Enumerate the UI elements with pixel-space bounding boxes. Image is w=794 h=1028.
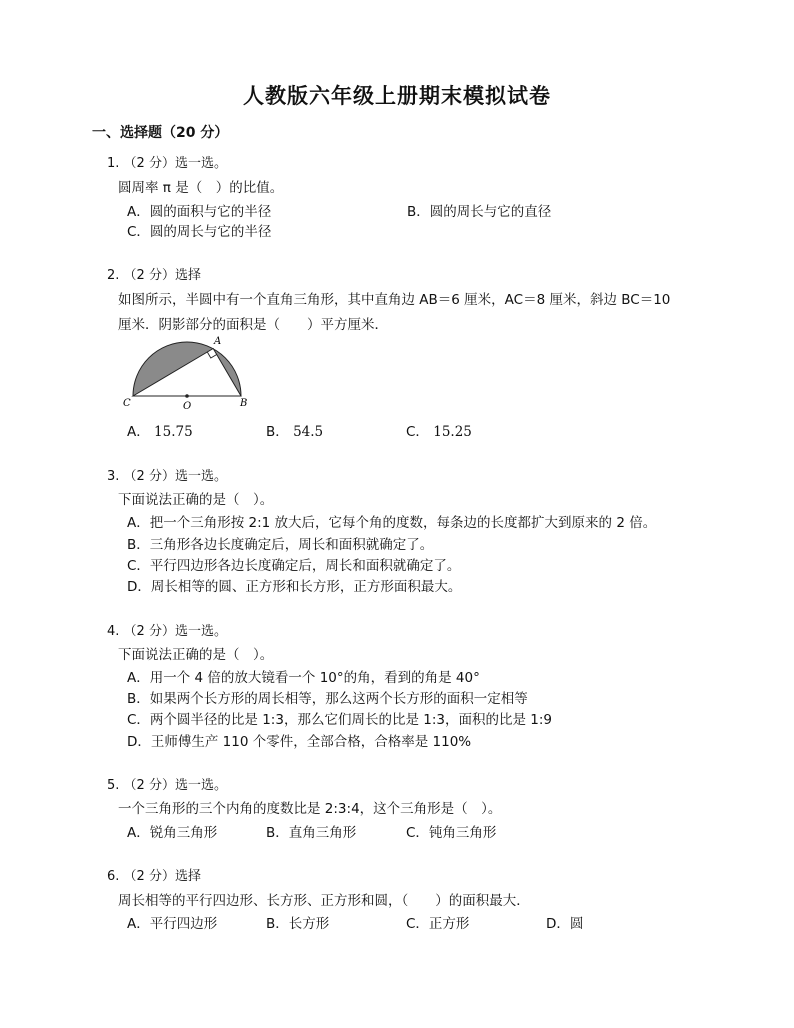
- label-c: C: [123, 398, 131, 409]
- question-1-stem: 圆周率 π 是（ ）的比值。: [118, 180, 284, 196]
- option-b-label: B．: [266, 424, 289, 440]
- question-1-option-a[interactable]: A．圆的面积与它的半径: [127, 204, 272, 220]
- question-5-stem: 一个三角形的三个内角的度数比是 2:3:4，这个三角形是（ ）。: [118, 801, 502, 817]
- question-3-option-a[interactable]: A．把一个三角形按 2:1 放大后，它每个角的度数，每条边的长度都扩大到原来的 2 倍。: [127, 515, 657, 531]
- question-5-option-c[interactable]: C．钝角三角形: [406, 825, 497, 841]
- option-c-label: C．: [406, 424, 429, 440]
- label-o: O: [183, 401, 192, 412]
- question-4-header: 4. （2 分）选一选。: [107, 624, 227, 639]
- question-2-stem-line-2: 厘米．阴影部分的面积是（ ）平方厘米．: [118, 317, 388, 333]
- question-5-option-a[interactable]: A．锐角三角形: [127, 825, 218, 841]
- question-3-header: 3. （2 分）选一选。: [107, 469, 227, 484]
- question-4-option-d[interactable]: D．王师傅生产 110 个零件，全部合格，合格率是 110%: [127, 734, 472, 750]
- question-2-stem-line-1: 如图所示，半圆中有一个直角三角形，其中直角边 AB＝6 厘米，AC＝8 厘米，斜边 BC＝10: [118, 292, 671, 308]
- question-2-option-b[interactable]: [266, 420, 323, 440]
- question-4-option-c[interactable]: C．两个圆半径的比是 1:3，那么它们周长的比是 1:3，面积的比是 1:9: [127, 712, 552, 728]
- center-point: [185, 394, 189, 398]
- question-1-option-b[interactable]: B．圆的周长与它的直径: [407, 204, 552, 220]
- question-3-option-c[interactable]: C．平行四边形各边长度确定后，周长和面积就确定了。: [127, 558, 461, 574]
- question-5-option-b[interactable]: B．直角三角形: [266, 825, 357, 841]
- question-3-option-d[interactable]: D．周长相等的圆、正方形和长方形，正方形面积最大。: [127, 579, 462, 595]
- option-c-value: 15.25: [433, 424, 472, 440]
- page-title: 人教版六年级上册期末模拟试卷: [243, 83, 551, 108]
- question-4-option-a[interactable]: A．用一个 4 倍的放大镜看一个 10°的角，看到的角是 40°: [127, 670, 480, 686]
- question-6-option-b[interactable]: B．长方形: [266, 916, 330, 932]
- option-a-label: A．: [127, 424, 150, 440]
- question-3-option-b[interactable]: B．三角形各边长度确定后，周长和面积就确定了。: [127, 537, 434, 553]
- label-a: A: [214, 336, 222, 347]
- option-b-value: 54.5: [293, 424, 324, 440]
- question-6-option-a[interactable]: A．平行四边形: [127, 916, 218, 932]
- question-3-stem: 下面说法正确的是（ ）。: [118, 492, 274, 508]
- question-2-header: 2. （2 分）选择: [107, 268, 201, 283]
- question-6-option-d[interactable]: D．圆: [546, 916, 584, 932]
- question-4-option-b[interactable]: B．如果两个长方形的周长相等，那么这两个长方形的面积一定相等: [127, 691, 528, 707]
- question-6-option-c[interactable]: C．正方形: [406, 916, 470, 932]
- question-6-stem: 周长相等的平行四边形、长方形、正方形和圆，（ ）的面积最大．: [118, 893, 530, 909]
- semicircle-triangle-figure: [118, 334, 258, 412]
- label-b: B: [240, 398, 248, 409]
- question-1-header: 1. （2 分）选一选。: [107, 156, 227, 171]
- question-6-header: 6. （2 分）选择: [107, 869, 201, 884]
- question-2-option-a[interactable]: [127, 420, 193, 440]
- question-5-header: 5. （2 分）选一选。: [107, 778, 227, 793]
- question-4-stem: 下面说法正确的是（ ）。: [118, 647, 274, 663]
- question-2-option-c[interactable]: [406, 420, 472, 440]
- section-heading: 一、选择题（20 分）: [92, 125, 229, 141]
- option-a-value: 15.75: [154, 424, 193, 440]
- question-1-option-c[interactable]: C．圆的周长与它的半径: [127, 224, 272, 240]
